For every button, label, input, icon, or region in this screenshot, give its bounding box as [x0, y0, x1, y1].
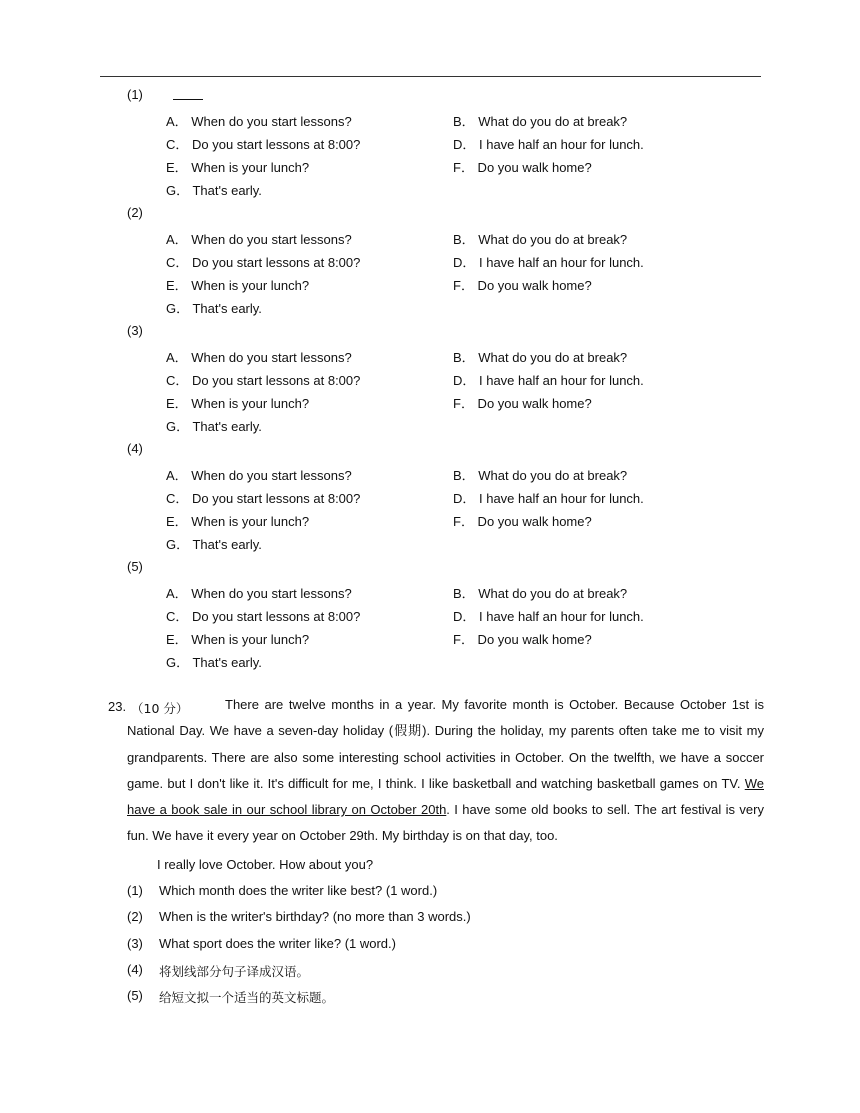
- option-c: C． Do you start lessons at 8:00?: [166, 491, 361, 506]
- option-a: A． When do you start lessons?: [166, 114, 352, 129]
- passage-closing: I really love October. How about you?: [157, 857, 374, 872]
- passage-text: There are twelve months in a year. My favorite month is October. Because October 1st is National Day. We have a seven-day holiday (假期). During the holiday, my parents often take me to visit my grandparents. There are also some interesting school activities in October. On the twelfth, we have a soccer game. but I don't like it. It's difficult for me, I think. I like basketball and watching basketball games on TV.: [127, 697, 764, 791]
- option-b: B． What do you do at break?: [453, 232, 628, 247]
- question-text: When is the writer's birthday? (no more than 3 words.): [159, 909, 471, 924]
- answer-blank[interactable]: [173, 99, 203, 100]
- option-d: D． I have half an hour for lunch.: [453, 491, 644, 506]
- question-text: What sport does the writer like? (1 word.): [159, 936, 396, 951]
- question-num: (5): [127, 988, 143, 1003]
- option-f: F． Do you walk home?: [453, 396, 592, 411]
- option-a: A． When do you start lessons?: [166, 232, 352, 247]
- option-g: G． That's early.: [166, 301, 262, 316]
- option-d: D． I have half an hour for lunch.: [453, 137, 644, 152]
- option-f: F． Do you walk home?: [453, 278, 592, 293]
- option-b: B． What do you do at break?: [453, 350, 628, 365]
- option-d: D． I have half an hour for lunch.: [453, 255, 644, 270]
- question-points: （10 分）: [131, 701, 189, 716]
- question-text: Which month does the writer like best? (1 word.): [159, 883, 438, 898]
- option-c: C． Do you start lessons at 8:00?: [166, 373, 361, 388]
- header-rule: [100, 76, 761, 77]
- option-f: F． Do you walk home?: [453, 514, 592, 529]
- option-e: E． When is your lunch?: [166, 632, 310, 647]
- option-a: A． When do you start lessons?: [166, 350, 352, 365]
- option-a: A． When do you start lessons?: [166, 586, 352, 601]
- option-g: G． That's early.: [166, 655, 262, 670]
- option-d: D． I have half an hour for lunch.: [453, 373, 644, 388]
- option-g: G． That's early.: [166, 419, 262, 434]
- question-num: (2): [127, 909, 143, 924]
- question-number: 23.: [108, 699, 127, 714]
- option-b: B． What do you do at break?: [453, 114, 628, 129]
- question-text: 给短文拟一个适当的英文标题。: [159, 990, 335, 1005]
- option-a: A． When do you start lessons?: [166, 468, 352, 483]
- question-num: (4): [127, 962, 143, 977]
- option-c: C． Do you start lessons at 8:00?: [166, 137, 361, 152]
- option-c: C． Do you start lessons at 8:00?: [166, 255, 361, 270]
- question-text: 将划线部分句子译成汉语。: [159, 964, 310, 979]
- option-d: D． I have half an hour for lunch.: [453, 609, 644, 624]
- option-c: C． Do you start lessons at 8:00?: [166, 609, 361, 624]
- option-b: B． What do you do at break?: [453, 468, 628, 483]
- sub-question-label: (4): [127, 441, 143, 456]
- option-g: G． That's early.: [166, 537, 262, 552]
- passage-text: . I have some old books to sell. The art festival is very fun. We have it every year on October 29th. My birthday is on that day, too.: [127, 802, 764, 844]
- question-num: (1): [127, 883, 143, 898]
- sub-question-label: (1): [127, 87, 143, 102]
- reading-passage: [127, 692, 764, 850]
- option-f: F． Do you walk home?: [453, 160, 592, 175]
- option-f: F． Do you walk home?: [453, 632, 592, 647]
- option-b: B． What do you do at break?: [453, 586, 628, 601]
- sub-question-label: (2): [127, 205, 143, 220]
- option-e: E． When is your lunch?: [166, 160, 310, 175]
- sub-question-label: (5): [127, 559, 143, 574]
- option-e: E． When is your lunch?: [166, 514, 310, 529]
- question-num: (3): [127, 936, 143, 951]
- option-g: G． That's early.: [166, 183, 262, 198]
- sub-question-label: (3): [127, 323, 143, 338]
- option-e: E． When is your lunch?: [166, 278, 310, 293]
- underlined-sentence: We have a book sale in our school library on October 20th: [127, 775, 764, 818]
- option-e: E． When is your lunch?: [166, 396, 310, 411]
